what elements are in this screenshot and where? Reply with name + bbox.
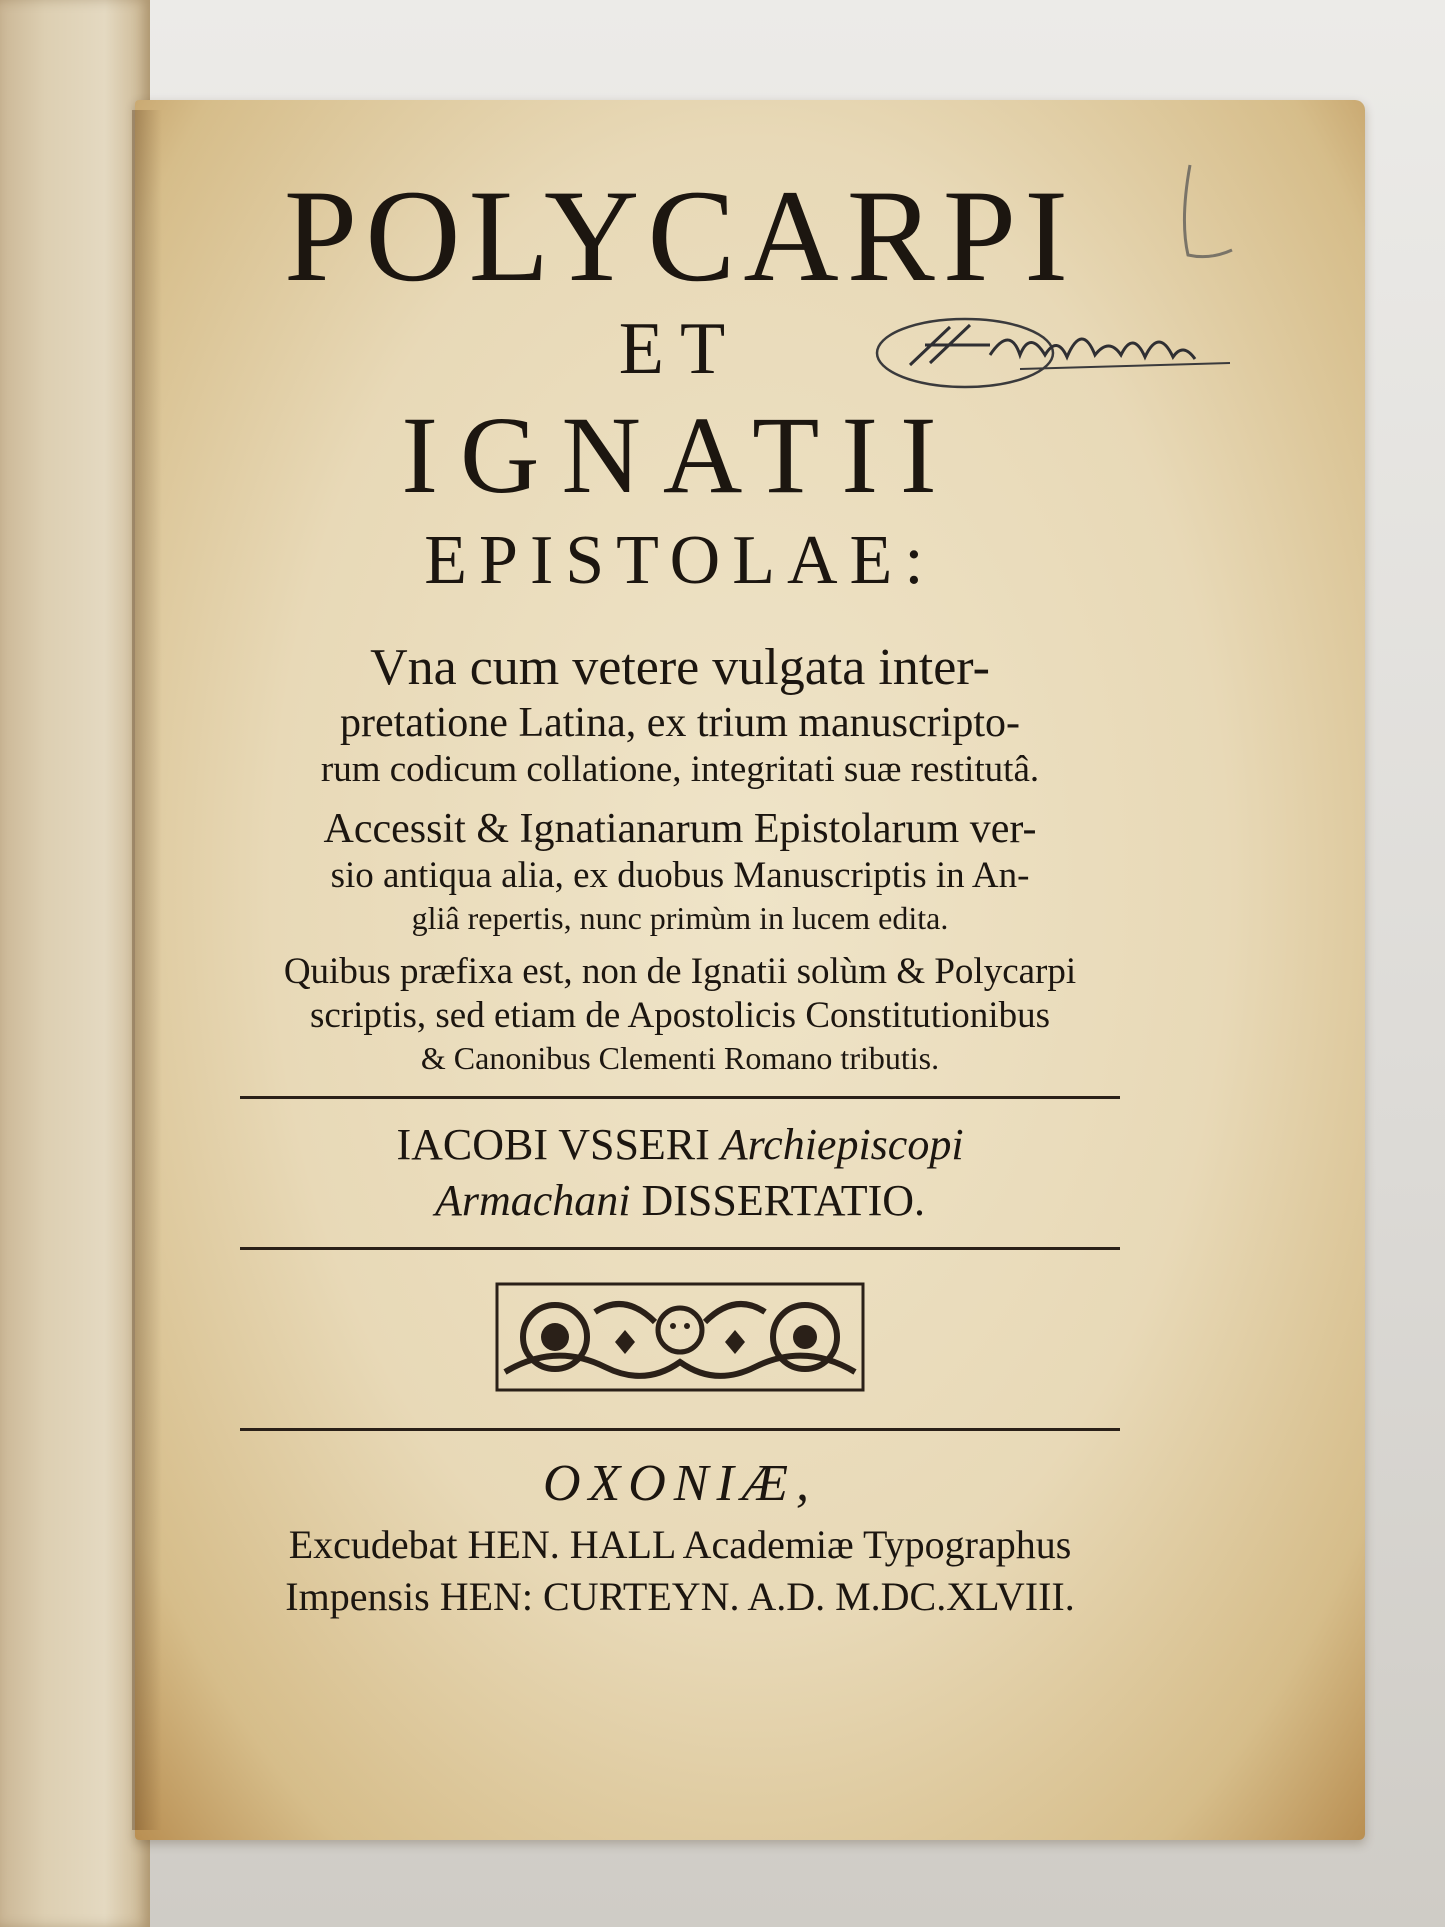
imprint: [200, 1449, 1160, 1623]
author-see: Armachani: [434, 1176, 631, 1225]
facing-page-left: [0, 0, 150, 1927]
paragraph-3-line: Quibus præfixa est, non de Ignatii solùm & Polycarpi: [283, 951, 1077, 992]
paragraph-2-line: gliâ repertis, nunc primùm in lucem edita.: [411, 900, 949, 936]
paragraph-2-line: sio antiqua alia, ex duobus Manuscriptis in An-: [330, 855, 1030, 896]
paragraph-1-line: pretatione Latina, ex trium manuscripto-: [340, 700, 1020, 746]
imprint-city: OXONIÆ,: [542, 1455, 818, 1512]
author-name: IACOBI VSSERI: [396, 1120, 710, 1169]
imprint-publisher-date: Impensis HEN: CURTEYN. A.D. M.DC.XLVIII.: [285, 1574, 1075, 1619]
paragraph-1: [200, 638, 1160, 792]
paragraph-2-line: Accessit & Ignatianarum Epistolarum ver-: [323, 806, 1037, 852]
paragraph-3-line: & Canonibus Clementi Romano tributis.: [420, 1040, 940, 1076]
paragraph-2: [200, 804, 1160, 938]
paragraph-1-line: Vna cum vetere vulgata inter-: [370, 639, 990, 696]
title-page-text: [200, 162, 1160, 1623]
pencil-mark: [1170, 160, 1240, 270]
printers-ornament: [495, 1282, 865, 1392]
author-block: [200, 1117, 1160, 1229]
rule-bottom: [240, 1428, 1120, 1431]
rule-top: [240, 1096, 1120, 1099]
work-type: DISSERTATIO.: [641, 1176, 926, 1225]
paragraph-3: [200, 950, 1160, 1078]
title-line-2: ET: [618, 308, 742, 390]
title-line-4: EPISTOLAE:: [424, 522, 936, 599]
title-line-3: IGNATII: [401, 394, 959, 516]
paragraph-1-line: rum codicum collatione, integritati suæ restitutâ.: [320, 749, 1040, 790]
title-line-1: POLYCARPI: [283, 162, 1077, 309]
paragraph-3-line: scriptis, sed etiam de Apostolicis Constitutionibus: [310, 995, 1050, 1036]
author-title: Archiepiscopi: [720, 1120, 964, 1169]
gutter-shadow: [132, 110, 162, 1830]
rule-middle: [240, 1247, 1120, 1250]
imprint-printer: Excudebat HEN. HALL Academiæ Typographus: [288, 1522, 1072, 1567]
